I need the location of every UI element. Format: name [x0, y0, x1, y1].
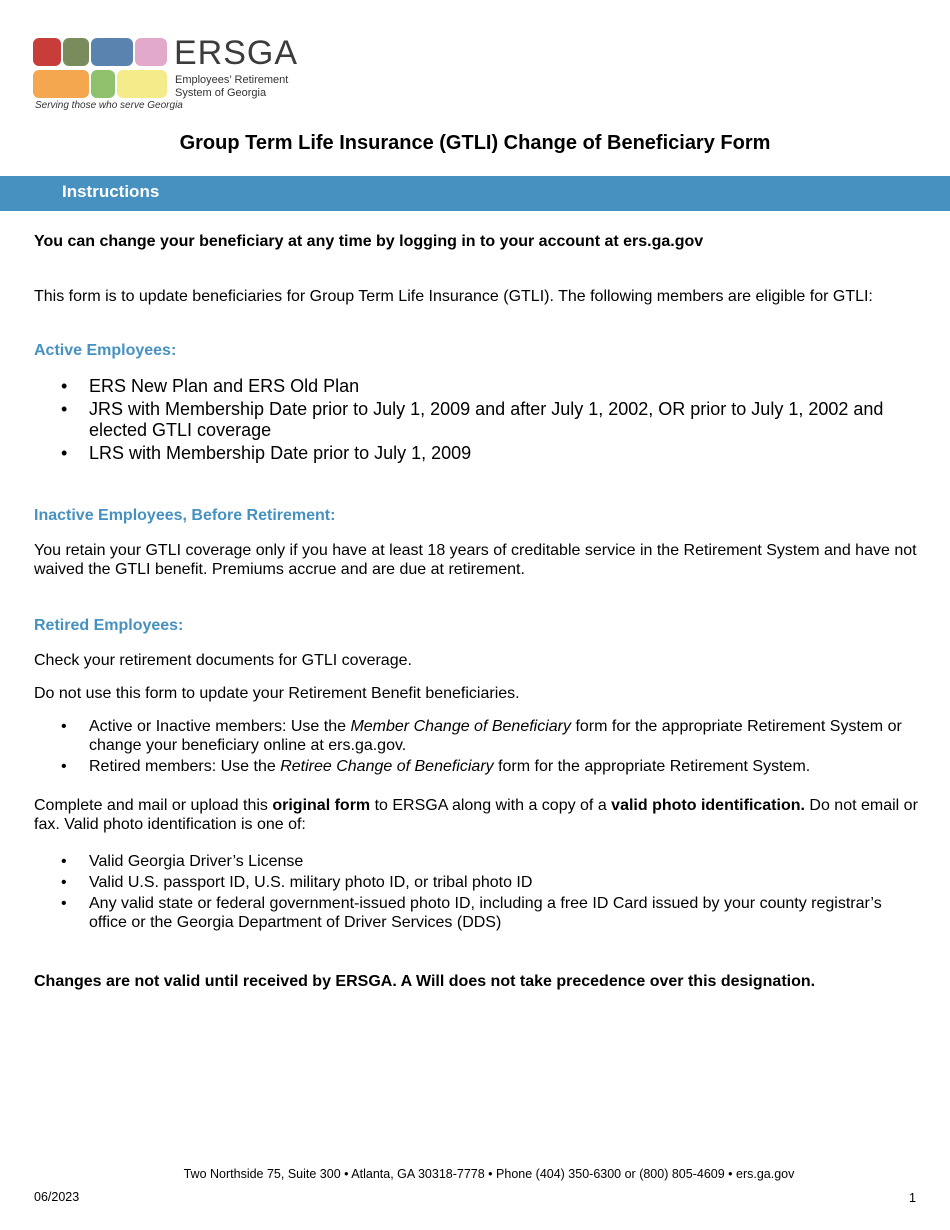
mail-text: Do not email or fax. Valid photo identification is one of: — [34, 797, 918, 833]
footer-date: 06/2023 — [34, 1190, 80, 1204]
list-item-text: form for the appropriate Retirement System. — [493, 758, 811, 775]
section-label: Instructions — [62, 182, 160, 201]
instructions-band — [0, 176, 950, 211]
logo-tile — [91, 70, 115, 98]
retired-heading: Retired Employees: — [34, 617, 184, 634]
list-item-text: Retired members: Use the — [89, 758, 281, 775]
mail-bold: valid photo identification. — [611, 797, 805, 814]
ersga-logo — [30, 30, 298, 116]
logo-subtitle-line1: Employees’ Retirement — [175, 74, 289, 86]
list-item-text: form for the appropriate Retirement System or change your beneficiary online at ers.ga.gov. — [89, 718, 902, 754]
mail-bold: original form — [272, 797, 371, 814]
list-item: • LRS with Membership Date prior to July 1, 2009 — [61, 443, 472, 463]
list-item: • Valid U.S. passport ID, U.S. military photo ID, or tribal photo ID — [61, 874, 533, 891]
active-heading: Active Employees: — [34, 342, 177, 359]
mail-instructions — [34, 796, 919, 834]
retired-text2: Do not use this form to update your Retirement Benefit beneficiaries. — [34, 685, 520, 702]
list-item: • Retired members: Use the Retiree Change of Beneficiary form for the appropriate Retirement System. — [61, 758, 811, 775]
logo-name: ERSGA — [174, 34, 299, 72]
mail-text: to ERSGA along with a copy of a — [370, 797, 612, 814]
list-item-text: ERS New Plan and ERS Old Plan — [89, 376, 360, 396]
logo-tile — [117, 70, 167, 98]
list-item: • ERS New Plan and ERS Old Plan — [61, 376, 360, 396]
logo-tile — [33, 70, 89, 98]
logo-tile — [63, 38, 89, 66]
closing-bold: Changes are not valid until received by ERSGA. A Will does not take precedence over this designation. — [34, 973, 816, 990]
list-item-text: Any valid state or federal government-issued photo ID, including a free ID Card issued by your county registrar’s office or the Georgia Department of Driver Services (DDS) — [89, 895, 882, 931]
intro-bold: You can change your beneficiary at any time by logging in to your account at ers.ga.gov — [34, 233, 704, 250]
logo-tagline: Serving those who serve Georgia — [35, 100, 183, 111]
id-list — [61, 852, 919, 934]
list-item-text: Valid U.S. passport ID, U.S. military photo ID, or tribal photo ID — [89, 874, 533, 891]
retired-text1: Check your retirement documents for GTLI coverage. — [34, 652, 412, 669]
footer-address: Two Northside 75, Suite 300 • Atlanta, GA 30318-7778 • Phone (404) 350-6300 or (800) 805-4609 • ers.ga.gov — [183, 1167, 795, 1181]
logo-tile — [135, 38, 167, 66]
form-name: Retiree Change of Beneficiary — [280, 758, 494, 775]
list-item: • Active or Inactive members: Use the Member Change of Beneficiary form for the appropriate Retirement System or change your beneficiary online at ers.ga.gov. — [61, 718, 902, 754]
inactive-heading: Inactive Employees, Before Retirement: — [34, 507, 336, 524]
logo-subtitle-line2: System of Georgia — [175, 87, 267, 99]
page-number: 1 — [909, 1191, 916, 1205]
logo-tile — [91, 38, 133, 66]
list-item: • JRS with Membership Date prior to July 1, 2009 and after July 1, 2002, OR prior to July 1, 2002 and elected GTLI coverage — [61, 399, 884, 440]
list-item-text: LRS with Membership Date prior to July 1, 2009 — [89, 443, 472, 463]
page-title: Group Term Life Insurance (GTLI) Change of Beneficiary Form — [179, 132, 771, 154]
active-list — [61, 376, 919, 466]
intro-text: This form is to update beneficiaries for Group Term Life Insurance (GTLI). The following members are eligible for GTLI: — [34, 288, 873, 305]
inactive-text: You retain your GTLI coverage only if you have at least 18 years of creditable service in the Retirement System and have not waived the GTLI benefit. Premiums accrue and are due at retirement. — [34, 542, 917, 578]
list-item: • Any valid state or federal government-issued photo ID, including a free ID Card issued by your county registrar’s office or the Georgia Department of Driver Services (DDS) — [61, 895, 882, 931]
form-name: Member Change of Beneficiary — [350, 718, 571, 735]
list-item-text: Valid Georgia Driver’s License — [89, 853, 304, 870]
list-item-text: JRS with Membership Date prior to July 1, 2009 and after July 1, 2002, OR prior to July 1, 2002 and elected GTLI coverage — [89, 399, 884, 440]
logo-tile — [33, 38, 61, 66]
retired-list — [61, 717, 919, 778]
list-item: • Valid Georgia Driver’s License — [61, 853, 304, 870]
mail-text: Complete and mail or upload this — [34, 797, 273, 814]
list-item-text: Active or Inactive members: Use the — [89, 718, 351, 735]
